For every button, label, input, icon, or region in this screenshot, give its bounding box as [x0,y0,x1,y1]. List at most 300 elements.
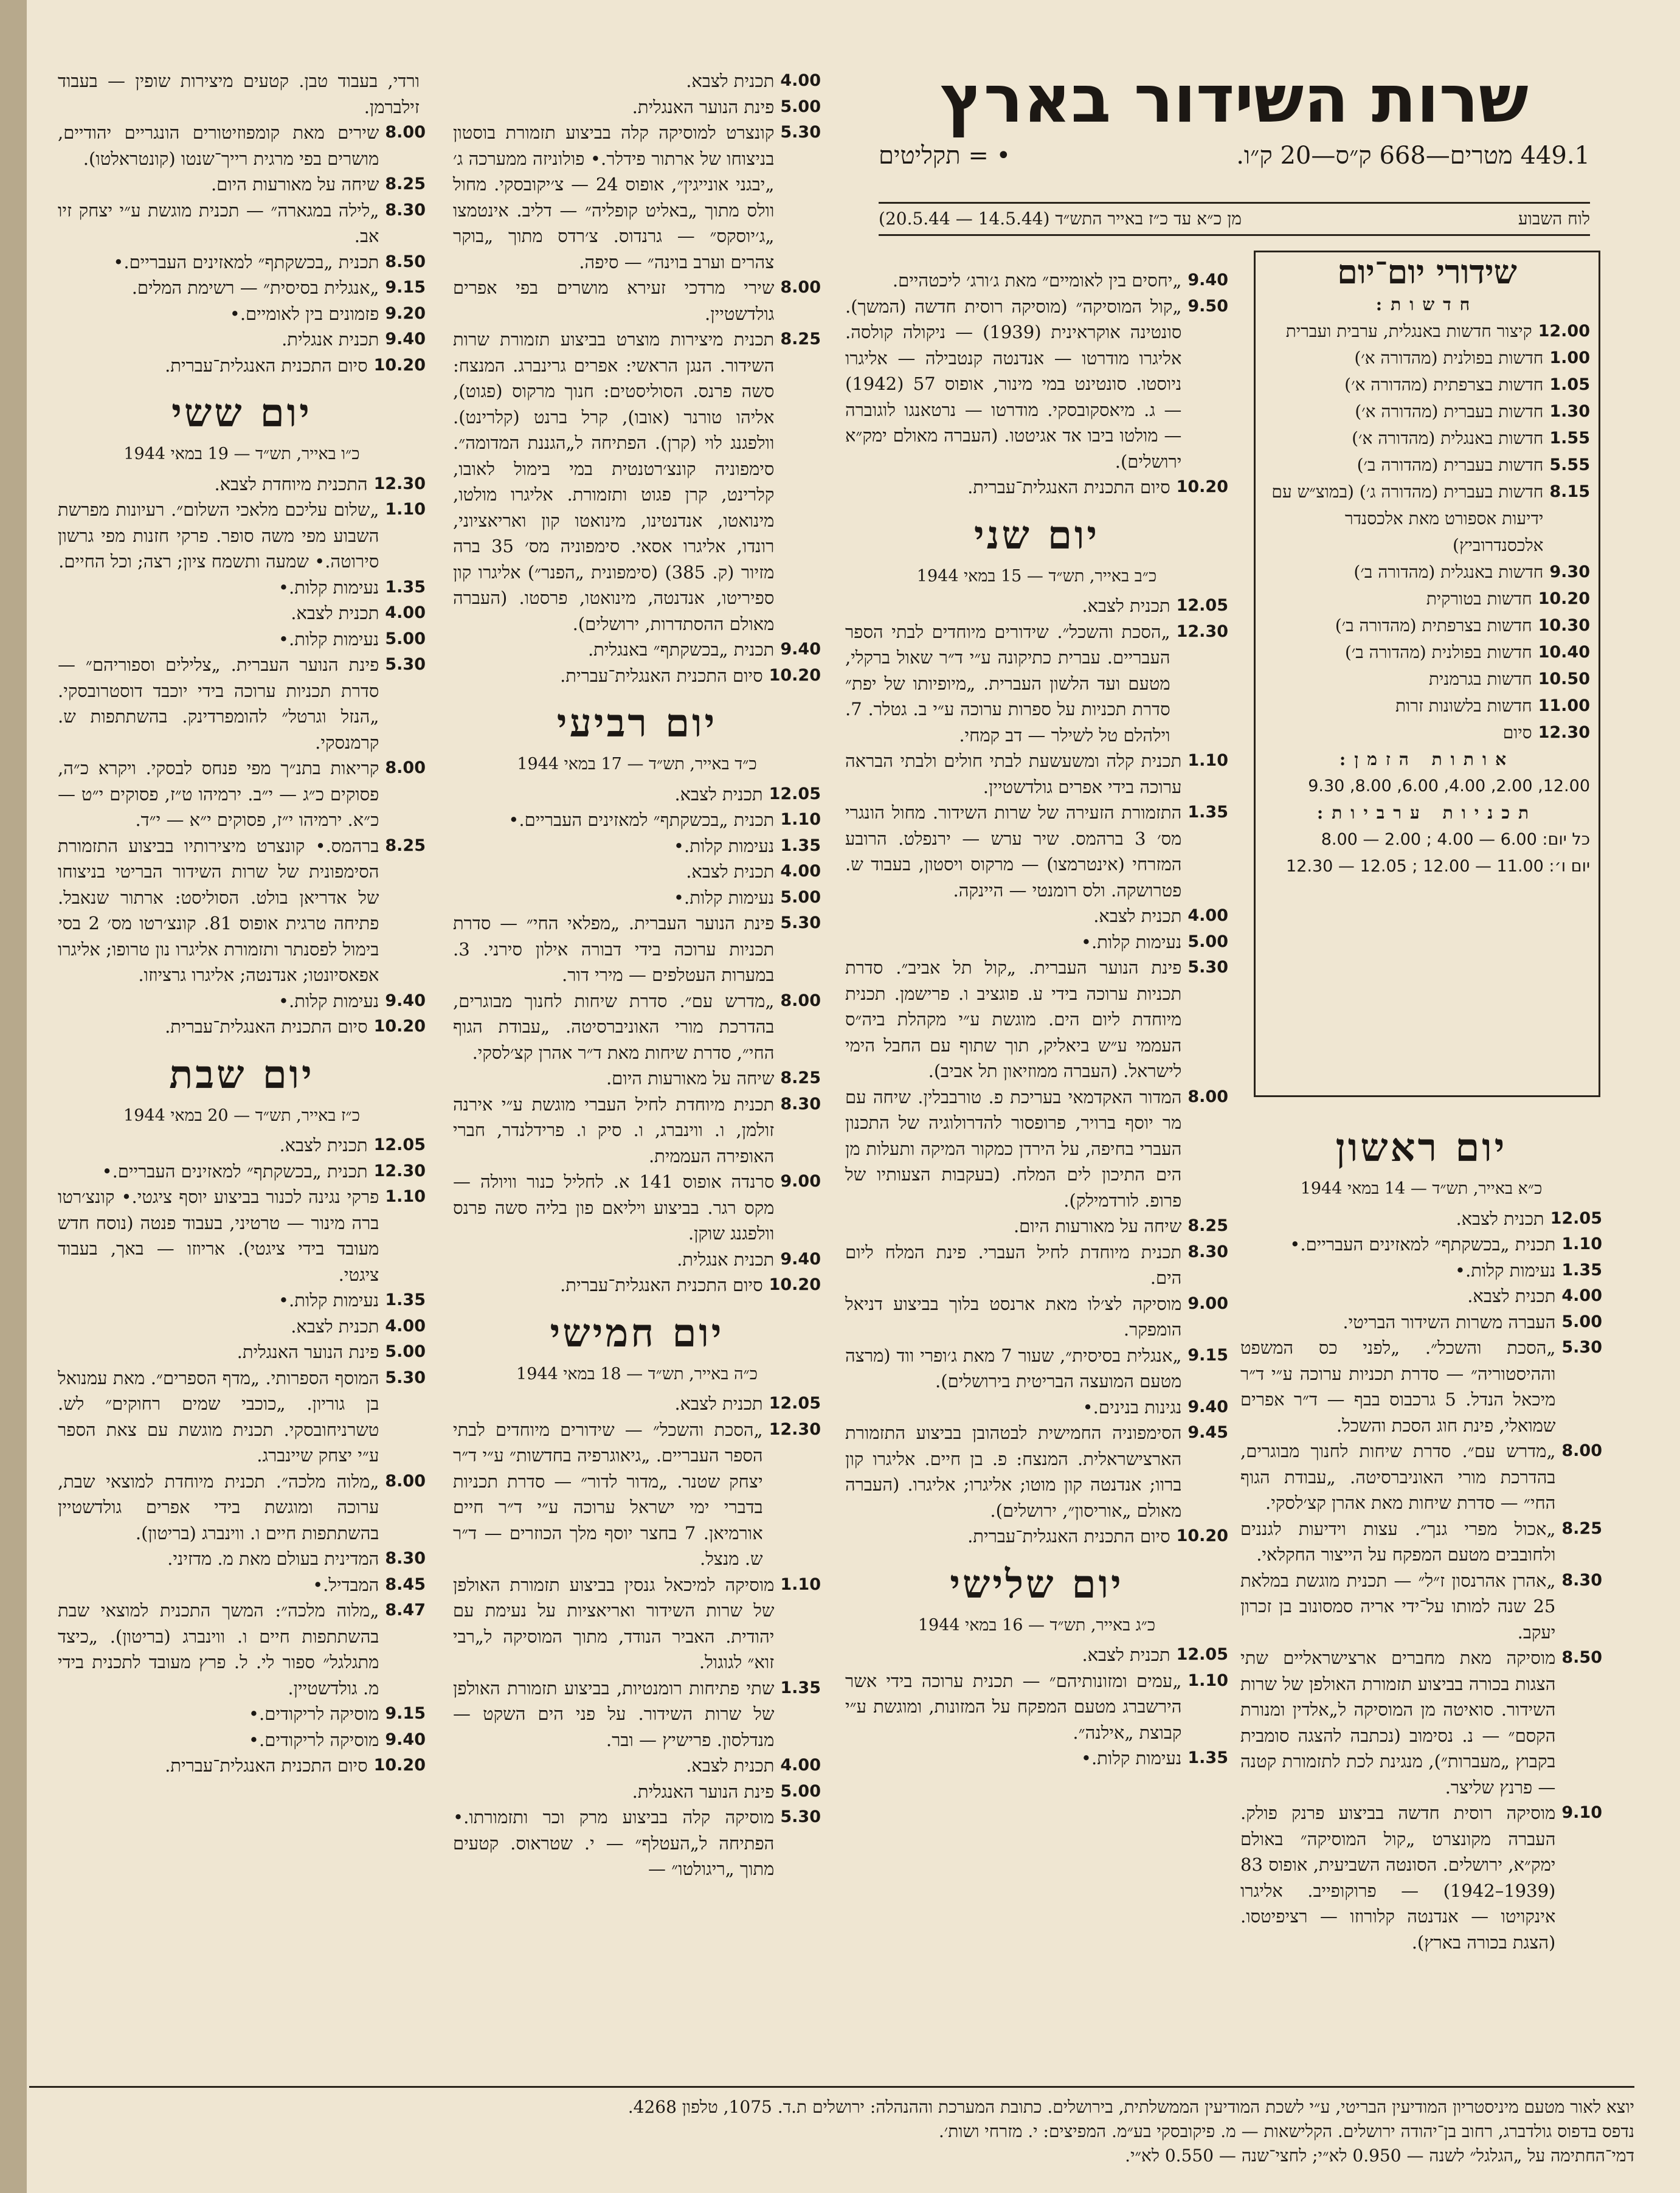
program-entry [58,327,426,353]
program-time: 1.35 [385,1291,426,1309]
program-entry [58,497,426,575]
program-text: פינת הנוער האנגלית. [237,1342,379,1362]
col4-list [58,68,426,378]
program-text: התזמורת הזעירה של שרות השידור. מחול הונגרי מס׳ 3 ברהמס. שיר ערש — ירנפלט. הרובע המזרחי (אינטרמצו) — מרקוס ויסטון, בעבוד ש. פטרושקה. ולס רומנטי — היינקה. [845,802,1182,901]
program-text: מוסיקה לריקודים.• [248,1703,379,1724]
column-2 [845,268,1228,1772]
program-text: המדור האקדמאי בעריכת פ. טורבבלין. שיחה עם מר יוסף ברויר, פרופסור להדרולוגיה של התכנון העברי בחיפה, על הירדן כמקור המיקה ותעלות מן הים התיכון לים המלח. (בעקבות הצעותיו של פרופ. לורדמילק). [845,1086,1182,1211]
friday-list [58,471,426,1040]
program-time: 5.00 [385,1342,426,1361]
tuesday-title: יום שלישי [950,1561,1124,1607]
program-text: „מלוה מלכה״. תכנית מיוחדת למוצאי שבת, ערוכה ומוגשת בידי אפרים גולדשטיין בהשתתפות חיים ו. ווינברג (בריטון). [58,1471,379,1543]
program-entry [1264,398,1590,425]
program-text: נעימות קלות.• [1454,1259,1556,1281]
program-text: „הסכת והשכל״. „לפני כס המשפט וההיסטוריה״ — סדרת תכניות ערוכה ע״י ד״ר מיכאל הנדל. 5 גרכבוס בבף — ד״ר אפרים שמואלי, פינת חוג הסכת והשכל. [1240,1337,1556,1436]
program-text: תכנית לצבא. [686,1755,775,1776]
program-text: „מדרש עם״. סדרת שיחות לחנוך מבוגרים, בהדרכת מורי האוניברסיטה. „עבודת הגוף החי״, סדרת שיחות מאת ד״ר אהרן קצ׳לסקי. [453,990,775,1063]
evening-1: כל יום: 6.00 — 4.00 ; 2.00 — 8.00 [1321,830,1590,849]
program-time: 8.00 [385,1471,426,1491]
program-text: ורדי, בעבוד טבן. קטעים מיצירות שופין — בעבוד זילברמן. [58,71,420,117]
program-time: 8.30 [385,1549,426,1568]
saturday-title: יום שבת [169,1051,314,1098]
program-text: חדשות בעברית (מהדורה א׳) [1355,401,1544,421]
program-text: פרקי נגינה לכנור בביצוע יוסף ציגטי.• קונצ׳רטו ברה מינור — טרטיני, בעבוד פנטה (נוסח חדש מעובד בידי ציגטי). אריוזו — באך, בעבוד ציגטי. [58,1187,379,1285]
program-time: 8.45 [385,1575,426,1594]
program-time: 5.30 [780,1807,821,1826]
program-entry [1264,372,1590,398]
program-text: „שלום עליכם מלאכי השלום״. רעיונות מפרשת השבוע מפי משה סופר. פרקי חזנות מפי גרשון סירוטה.• שמעה ותשמח ציון; רצה; וכל החיים. [58,499,379,572]
footer-line-3: דמי־החתימה על „הגלגל״ לשנה — 0.950 לא״י; לחצי־שנה — 0.550 לא״י. [1125,2146,1634,2166]
program-text: סרנדה אופוס 141 א. לחליל כנור וויולה — מקס רגר. בביצוע ויליאם פון בליה סשה פרנס וולפגנג שוקן. [453,1171,775,1244]
program-entry [1240,1516,1602,1568]
program-time: 12.05 [1176,596,1228,615]
program-text: סיום התכנית האנגלית־עברית. [165,1016,368,1037]
program-time: 9.00 [1187,1294,1228,1313]
program-entry [453,663,821,689]
program-time: 5.00 [780,1781,821,1801]
program-text: פינת הנוער העברית. „צלילים וספוריהם״ — סדרת תכניות ערוכה בידי יוכבד דוסטרובסקי. „הנזל וגרטל״ להומפרדינק. בהשתתפות ש. קרמנסקי. [58,654,379,753]
program-entry [845,474,1228,501]
program-time: 8.15 [1549,482,1590,501]
program-time: 8.47 [385,1601,426,1620]
friday-title: יום ששי [171,390,312,436]
program-entry [58,68,426,120]
program-text: תכנית לצבא. [1082,1644,1170,1665]
monday-list [845,593,1228,1550]
program-entry [1240,1645,1602,1800]
program-text: תכנית אנגלית. [677,1249,775,1270]
col2-list [845,268,1228,501]
program-time: 9.50 [1187,296,1228,316]
program-time: 5.00 [780,97,821,116]
program-time: 5.00 [1187,932,1228,951]
program-time: 9.15 [385,1704,426,1723]
program-text: קריאות בתנ״ך מפי פנחס לבסקי. ויקרא כ״ה, פסוקים כ״ג — י״ב. ירמיהו ט״ז, פסוקים י״ט — כ״א. ירמיהו י״ז, פסוקים י״א — י״ד. [58,758,379,830]
program-entry [453,988,821,1066]
program-entry [1240,1206,1602,1232]
program-time: 4.00 [385,1316,426,1336]
program-time: 5.00 [780,887,821,907]
program-time: 9.40 [385,991,426,1010]
program-text: תכנית לצבא. [279,1135,368,1155]
program-entry [845,619,1228,749]
footer-line-2: נדפס בדפוס גולדברג, רחוב בן־יהודה ירושלים. הקלישאות — מ. פיקובסקי בע״מ. המפיצים: י. מזרחי ושות׳. [938,2121,1634,2141]
program-entry [58,652,426,755]
program-entry [453,1417,821,1572]
program-time: 1.00 [1549,348,1590,367]
program-text: המדינית בעולם מאת מ. מדזיני. [167,1548,379,1569]
program-entry [58,353,426,379]
program-entry [845,294,1228,475]
program-text: סיום התכנית האנגלית־עברית. [967,1526,1170,1547]
program-entry [453,910,821,988]
program-time: 1.30 [1549,402,1590,421]
program-entry [1240,1568,1602,1646]
program-text: חדשות בטורקית [1426,589,1532,609]
evening-2: יום ו׳: 11.00 — 12.00 ; 12.05 — 12.30 [1286,857,1590,876]
program-entry [58,1339,426,1365]
program-time: 9.30 [1549,563,1590,581]
program-text: שיחה על מאורעות היום. [1013,1216,1182,1236]
program-time: 10.20 [1538,589,1590,608]
program-time: 12.00 [1538,322,1590,341]
program-entry [845,1642,1228,1668]
program-time: 4.00 [385,603,426,622]
daily-title: שידורי יום־יום [1337,252,1517,291]
program-time: 10.20 [373,355,426,375]
program-text: חדשות באנגלית (מהדורה ב׳) [1353,562,1544,582]
program-time: 8.00 [780,278,821,297]
column-4 [58,68,426,1779]
program-entry [1264,479,1590,559]
program-time: 9.15 [1187,1345,1228,1365]
daily-broadcasts-box [1254,251,1600,1097]
program-text: שירים מאת קומפוזיטורים הונגריים יהודיים, מושרים בפי מרגית רייך־שנטו (קונטראלטו). [58,122,379,169]
program-entry [58,1701,426,1727]
program-text: קיצור חדשות באנגלית, ערבית ועברית [1285,321,1532,341]
program-time: 12.05 [1550,1208,1602,1228]
program-time: 8.00 [1187,1087,1228,1106]
program-text: תכנית לצבא. [686,71,775,91]
program-text: נעימות קלות.• [673,887,775,908]
program-entry [1264,559,1590,586]
program-time: 9.40 [1187,1397,1228,1416]
program-text: פינת הנוער האנגלית. [632,1781,775,1802]
program-entry [845,748,1228,800]
program-time: 12.30 [373,474,426,493]
news-header: חדשות: [1375,294,1479,314]
frequency-line [879,141,1590,170]
saturday-list [58,1132,426,1779]
program-time: 9.40 [780,640,821,659]
program-text: נעימות קלות.• [1080,931,1182,952]
program-text: תכנית לצבא. [291,1315,379,1337]
program-text: תכנית אנגלית. [282,329,379,350]
program-text: תכנית מיצירות מוצרט בביצוע תזמורת שרות השידור. הנגן הראשי: אפרים גרינברג. המנצח: סשה פרנס. הסוליסטים: חנוך מרקוס (פגוט), אליהו טורנר (אובו), קרל ברנט (קלרינט). וולפגנג לוי (קרן). הפתיחה ל„הגננת המדומה״. סימפוניה קונצ׳רטנטית במי בימול לאובו, קלרינט, קרן פגוט ותזמורת. אליגרו מולטו, מינואטו, אנדנטינו, מינואטו קון ואריאציוני, רונדו, אליגרו אסאי. סימפוניה מס׳ 35 ברה מזיור (ק. 385) (סימפונית „הפנר״) אליגרו קון ספיריטו, אנדנטה, מינואטו, פרסטו. (העברה מאולם ההסתדרות, ירושלים). [453,329,775,634]
program-text: תכנית לצבא. [1456,1208,1544,1229]
program-entry [58,988,426,1014]
program-entry [453,275,821,327]
program-entry [453,1247,821,1273]
program-text: תכנית לצבא. [1082,595,1170,616]
program-time: 12.30 [1176,622,1228,641]
program-time: 8.30 [385,200,426,220]
program-time: 8.50 [1561,1648,1602,1667]
program-time: 9.00 [780,1172,821,1191]
program-entry [1264,612,1590,639]
thursday-date: כ״ה באייר, תש״ד — 18 במאי 1944 [516,1364,758,1384]
program-text: מוסיקה קלה בביצוע מרק וכר ותזמורתו.• הפתיחה ל„העטלף״ — י. שטראוס. קטעים מתוך „ריגולטו״ — [453,1807,775,1879]
program-time: 10.40 [1538,643,1590,662]
program-entry [58,171,426,198]
program-text: שיחה על מאורעות היום. [210,174,379,195]
program-time: 12.30 [1538,723,1590,742]
program-text: חדשות בפולנית (מהדורה ב׳) [1344,642,1532,662]
program-text: פינת הנוער העברית. „קול תל אביב״. סדרת תכניות ערוכה בידי ע. פוגציב ו. פרישמן. תכנית מיוחדת ליום הים. מוגשת ע״י מקהלת ביה״ס העממי ע״ש ביאליק, תוך שתוף עם החבל הימי לישראל. (העברה ממוזיאון תל אביב). [845,957,1182,1081]
program-text: מוסיקה רוסית חדשה בביצוע פרנק פולק. העברה מקונצרט „קול המוסיקה״ באולם ימק״א, ירושלים. הסונטה השביעית, אופוס 83 (1939–1942) — פרוקופייב. אליגרו אינקויטו — אנדנטה קלורוזו — רציפיטסו. (הצגת בכורה בארץ). [1240,1803,1556,1953]
program-time: 1.10 [780,1575,821,1594]
program-entry [453,120,821,275]
program-entry [1240,1438,1602,1516]
time-signals-header: אותות הזמן: [1339,749,1515,769]
program-text: שיחה על מאורעות היום. [606,1068,775,1089]
wednesday-title: יום רביעי [556,701,717,746]
program-time: 4.00 [780,862,821,881]
program-time: 8.30 [780,1094,821,1114]
program-time: 1.35 [385,577,426,597]
program-time: 5.30 [385,1368,426,1387]
program-text: פינת הנוער האנגלית. [632,96,775,117]
program-text: התכנית מיוחדת לצבא. [214,473,368,494]
program-entry [58,1469,426,1547]
masthead-title: שרות השידור בארץ [940,61,1529,137]
program-entry [845,1745,1228,1772]
program-entry [453,885,821,911]
program-text: חדשות בפולנית (מהדורה א׳) [1354,348,1544,368]
program-time: 5.30 [385,655,426,674]
program-text: „מדרש עם״. סדרת שיחות לחנוך מבוגרים, בהדרכת מורי האוניברסיטה. „עבודת הגוף החי״ — סדרת שיחות מאת אהרן קצ׳לסקי. [1240,1441,1556,1513]
program-time: 1.35 [780,836,821,855]
program-text: פינת הנוער העברית. „מפלאי החי״ — סדרת תכניות ערוכה בידי דבורה אילון סירני. 3. במערות העטלפים — מירי דור. [453,913,775,985]
program-entry [845,1084,1228,1214]
program-time: 8.00 [780,991,821,1010]
program-text: תכנית לצבא. [674,783,763,805]
column-3 [453,68,821,1882]
program-time: 10.20 [769,1275,821,1294]
program-entry [1240,1800,1602,1955]
program-entry [845,593,1228,619]
program-time: 5.00 [385,629,426,648]
week-range: מן כ״א עד כ״ז באייר התש״ד (14.5.44 — 20.5.44) [879,209,1242,229]
program-time: 4.00 [780,71,821,90]
program-text: פזמונים בין לאומיים.• [229,303,379,324]
program-entry [453,1675,821,1753]
program-entry [845,1291,1228,1343]
program-time: 1.10 [385,500,426,519]
program-entry [1264,318,1590,345]
footer [29,2086,1634,2168]
program-entry [58,1287,426,1314]
program-entry [58,275,426,301]
program-entry [58,1546,426,1572]
program-entry [845,929,1228,955]
program-text: „הסכת והשכל״. שידורים מיוחדים לבתי הספר העבריים. עברית כתיקונה ע״י ד״ר שאול ברקלי, מטעם ועד הלשון העברית. „מיופיותו של יפת״ סדרת תכניות על ספרות ערוכה ע״י ב. גטלר. 7. וילהלם טל לשילר — דב קמחי. [845,621,1170,746]
program-entry [845,1343,1228,1394]
program-time: 8.50 [385,252,426,271]
program-entry [453,1065,821,1092]
program-text: „יחסים בין לאומיים״ מאת ג׳ורג׳ ליכטהיים. [892,270,1182,291]
program-entry [58,626,426,653]
program-entry [453,859,821,885]
program-time: 10.20 [373,1017,426,1036]
program-text: שירי מרדכי זעירא מושרים בפי אפרים גולדשטיין. [453,277,775,324]
program-text: חדשות בגרמנית [1428,669,1532,689]
program-text: חדשות בצרפתית (מהדורה א׳) [1344,375,1544,395]
program-entry [1264,666,1590,693]
program-text: נעימות קלות.• [278,628,379,650]
program-entry [1264,425,1590,452]
program-time: 9.40 [385,1730,426,1749]
program-entry [58,1727,426,1753]
evening-header: תכניות ערביות: [1316,803,1538,823]
program-text: תכנית לצבא. [1093,906,1182,926]
program-time: 1.10 [1187,751,1228,770]
program-time: 1.10 [780,810,821,829]
program-entry [845,1668,1228,1746]
program-entry [58,301,426,327]
program-time: 8.25 [1187,1216,1228,1235]
program-time: 8.30 [1187,1242,1228,1261]
footer-line-1: יוצא לאור מטעם מיניסטריון המודיעין הבריטי, ע״י לשכת המודיעין הממשלתית, בירושלים. כתובת המערכת וההנהלה: ירושלים ת.ד. 1075, טלפון 4268. [627,2097,1634,2117]
program-entry [845,955,1228,1084]
program-entry [58,1014,426,1040]
program-entry [845,1420,1228,1523]
program-text: סיום התכנית האנגלית־עברית. [560,1275,763,1295]
wednesday-date: כ״ד באייר, תש״ד — 17 במאי 1944 [517,755,757,774]
program-text: חדשות באנגלית (מהדורה א׳) [1352,428,1544,448]
program-text: תכנית לצבא. [291,603,379,623]
program-entry [58,1159,426,1185]
program-time: 10.20 [1176,1526,1228,1545]
program-text: תכנית מיוחדת לחיל העברי מוגשת ע״י אירנה זולמן, ו. ווינברג, ו. סיק ו. פרידלנדר, חברי האופירה העממית. [453,1093,775,1166]
program-entry [845,800,1228,903]
program-entry [1264,719,1590,746]
program-text: המוסף הספרותי. „מדף הספרים״. מאת עמנואל בן גוריון. „כוכבי שמים רחוקים״ לש. טשרניחובסקי. תכנית מוגשת עם צאת הספר ע״י יצחק שיינברג. [58,1367,379,1466]
program-text: הסימפוניה החמישית לבטהובן בביצוע התזמורת הארצישראלית. המנצח: פ. בן חיים. אליגרו קון ברוו; אנדנטה קון מוטו; אליגרו; אליגרו. (העברה מאולם „אוריסון״, ירושלים). [845,1422,1182,1521]
program-time: 12.05 [373,1135,426,1154]
program-entry [1264,693,1590,719]
program-entry [58,120,426,171]
program-text: תכנית קלה ומשעשעת לבתי חולים ולבתי הבראה ערוכה בידי אפרים גולדשטיין. [845,750,1182,797]
program-entry [58,198,426,249]
program-entry [58,1598,426,1701]
program-time: 8.25 [1561,1519,1602,1538]
sunday-date: כ״א באייר, תש״ד — 14 במאי 1944 [1300,1179,1543,1198]
program-time: 8.00 [385,758,426,777]
program-entry [453,781,821,808]
program-entry [1264,345,1590,372]
program-text: סיום [1502,722,1532,743]
program-entry [845,1239,1228,1291]
program-entry [58,600,426,626]
program-entry [453,1272,821,1298]
program-entry [1240,1335,1602,1438]
thursday-title: יום חמישי [550,1310,724,1356]
program-text: מוסיקה למיכאל גנסין בביצוע תזמורת האולפן של שרות השידור ואריאציות על נעימת עם יהודית. האביר הנודד, מתוך המוסיקה ל„רבי זוא״ לגוגול. [453,1574,775,1672]
program-text: „קול המוסיקה״ (מוסיקה רוסית חדשה (המשך). סונטינה אוקראינית (1939) — ניקולה קולסה. אליגרו מודרטו — אנדנטה קנטבילה — אליגרו ניוסטו. סונטינט במי מינור, אופוס 57 (1942) — ג. מיאסקובסקי. מודרטו — נרטאנגו לוגוברה — מולטו ביבו אד אגיטטו. (העברה מאולם ימק״א ירושלים). [845,296,1182,472]
program-time: 5.55 [1549,456,1590,474]
program-entry [58,755,426,833]
program-entry [453,68,821,94]
program-text: מוסיקה לצ׳לו מאת ארנסט בלוך בביצוע דניאל הומפקר. [845,1293,1182,1340]
program-entry [453,327,821,637]
program-time: 8.25 [780,330,821,348]
program-text: העברה משרות השידור הבריטי. [1343,1311,1556,1332]
program-entry [453,94,821,120]
wednesday-list [453,781,821,1298]
program-time: 8.25 [385,175,426,193]
news-list [1264,318,1590,746]
records-legend: • = תקליטים [879,142,1011,170]
program-time: 8.25 [780,1069,821,1087]
program-time: 9.40 [385,330,426,348]
program-text: תכנית „בכשקתף״ למאזינים העבריים.• [102,1160,368,1182]
col3-list [453,68,821,688]
program-time: 9.20 [385,303,426,323]
program-time: 9.40 [780,1249,821,1269]
program-time: 12.05 [769,784,821,803]
scan-margin [0,0,27,2193]
program-text: סיום התכנית האנגלית־עברית. [967,477,1170,497]
program-entry [453,1572,821,1675]
program-text: נעימות קלות.• [278,990,379,1011]
program-entry [58,833,426,988]
program-text: „לילה במגארה״ — תכנית מוגשת ע״י יצחק זיו אב. [58,199,379,246]
program-text: חדשות בעברית (מהדורה ב׳) [1357,455,1544,475]
program-text: „אנגלית בסיסית״ — רשימת המלים. [131,277,379,298]
program-time: 8.25 [385,836,426,855]
program-entry [1264,452,1590,479]
program-text: תכנית לצבא. [1467,1286,1556,1306]
week-label: לוח השבוע [1518,209,1590,229]
program-text: תכנית „בכשקתף״ למאזינים העבריים.• [508,809,775,830]
program-time: 4.00 [1187,906,1228,925]
frequency-text: 449.1 מטרים—668 ק״ס—20 ק״ו. [1236,142,1590,170]
program-time: 10.20 [1176,477,1228,496]
program-time: 1.10 [1187,1671,1228,1690]
program-time: 5.30 [1561,1338,1602,1357]
program-entry [58,1572,426,1598]
program-time: 5.30 [780,913,821,932]
program-time: 9.40 [1187,271,1228,289]
program-text: סיום התכנית האנגלית־עברית. [165,355,368,376]
program-entry [1240,1283,1602,1309]
program-time: 1.35 [1187,1748,1228,1767]
program-text: תכנית „בכשקתף״ למאזינים העבריים.• [113,251,379,272]
program-entry [453,833,821,859]
program-time: 4.00 [780,1756,821,1775]
program-time: 12.05 [769,1394,821,1413]
program-entry [845,1213,1228,1239]
program-entry [453,1391,821,1417]
program-time: 4.00 [1561,1286,1602,1305]
week-bar [879,202,1590,236]
saturday-date: כ״ז באייר, תש״ד — 20 במאי 1944 [123,1106,360,1125]
program-entry [58,249,426,275]
program-entry [453,1092,821,1169]
program-text: המבדיל.• [313,1574,379,1595]
program-entry [453,1169,821,1247]
program-text: תכנית מיוחדת לחיל העברי. פינת המלח ליום הים. [845,1241,1182,1288]
program-time: 1.35 [780,1678,821,1697]
program-time: 9.15 [385,278,426,297]
program-text: תכנית „בכשקתף״ באנגלית. [587,639,775,660]
time-signals: 12.00, 2.00, 4.00, 6.00, 8.00, 9.30 [1308,777,1590,795]
tuesday-list [845,1642,1228,1772]
program-time: 12.30 [769,1419,821,1439]
program-text: סיום התכנית האנגלית־עברית. [165,1755,368,1776]
program-time: 8.30 [1561,1570,1602,1590]
program-text: קונצרט למוסיקה קלה בביצוע תזמורת בוסטון בניצוחו של ארתור פידלר.• פולוניזה ממערכה ג׳ „יבגני אונייגין״, אופוס 24 — צ׳יקובסקי. מחול וולס מתוך „באליט קופליה״ — דליב. אינטמצו „ג׳יוסקס״ — גרנדוס. צ׳רדס מתוך „בוקר צהרים וערב בוינה״ — סיפה. [453,122,775,272]
program-time: 10.50 [1538,670,1590,688]
program-time: 1.10 [1561,1235,1602,1253]
program-entry [58,1314,426,1340]
program-time: 10.30 [1538,616,1590,635]
program-text: חדשות בעברית (מהדורה ג׳) (במוצ״ש עם ידיעות אספורט מאת אלכסנדר אלכסנדרוביץ) [1271,482,1544,555]
friday-date: כ״ו באייר, תש״ד — 19 במאי 1944 [123,445,360,463]
sunday-list [1240,1206,1602,1956]
program-text: מוסיקה לריקודים.• [248,1729,379,1750]
